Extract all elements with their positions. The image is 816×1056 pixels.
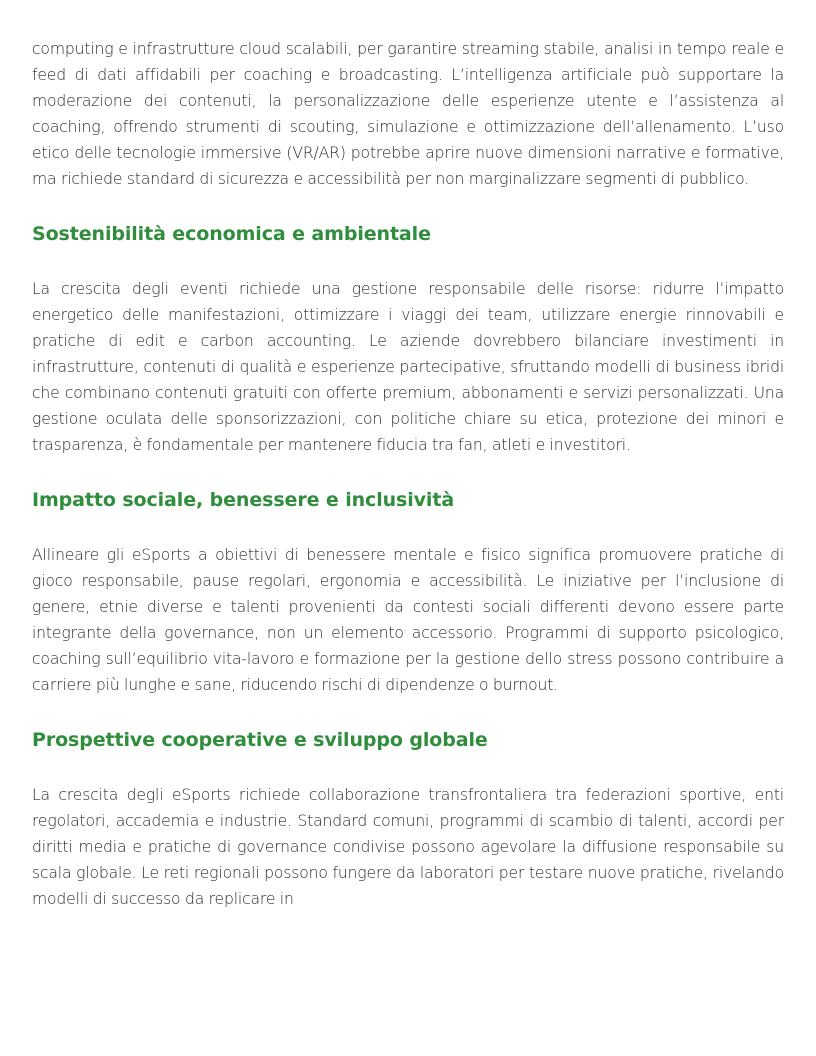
intro-paragraph: computing e infrastrutture cloud scalabili, per garantire streaming stabile, analisi in tempo reale e feed di dati affidabili per coaching e broadcasting. L’intelligenza artificiale può supportare la moderazione dei contenuti, la personalizzazione delle esperienze utente e l’assistenza al coaching, offrendo strumenti di scouting, simulazione e ottimizzazione dell’allenamento. L’uso etico delle tecnologie immersive (VR/AR) potrebbe aprire nuove dimensioni narrative e formative, ma richiede standard di sicurezza e accessibilità per non marginalizzare segmenti di pubblico. (32, 40, 784, 188)
section-heading-impatto-sociale: Impatto sociale, benessere e inclusività (32, 489, 455, 511)
section-heading-prospettive: Prospettive cooperative e sviluppo globale (32, 729, 488, 751)
document-page (32, 36, 784, 912)
section-heading-sostenibilita: Sostenibilità economica e ambientale (32, 223, 431, 245)
section-paragraph-sostenibilita: La crescita degli eventi richiede una gestione responsabile delle risorse: ridurre l’impatto energetico delle manifestazioni, ottimizzare i viaggi dei team, utilizzare energie rinnovabili e pratiche di edit e carbon accounting. Le aziende dovrebbero bilanciare investimenti in infrastrutture, contenuti di qualità e esperienze partecipative, sfruttando modelli di business ibridi che combinano contenuti gratuiti con offerte premium, abbonamenti e servizi personalizzati. Una gestione oculata delle sponsorizzazioni, con politiche chiare su etica, protezione dei minori e trasparenza, è fondamentale per mantenere fiducia tra fan, atleti e investitori. (32, 280, 784, 454)
section-paragraph-impatto-sociale: Allineare gli eSports a obiettivi di benessere mentale e fisico significa promuovere pratiche di gioco responsabile, pause regolari, ergonomia e accessibilità. Le iniziative per l’inclusione di genere, etnie diverse e talenti provenienti da contesti sociali differenti devono essere parte integrante della governance, non un elemento accessorio. Programmi di supporto psicologico, coaching sull’equilibrio vita-lavoro e formazione per la gestione dello stress possono contribuire a carriere più lunghe e sane, riducendo rischi di dipendenze o burnout. (32, 546, 784, 694)
section-paragraph-prospettive: La crescita degli eSports richiede collaborazione transfrontaliera tra federazioni sportive, enti regolatori, accademia e industrie. Standard comuni, programmi di scambio di talenti, accordi per diritti media e pratiche di governance condivise possono agevolare la diffusione responsabile su scala globale. Le reti regionali possono fungere da laboratori per testare nuove pratiche, rivelando modelli di successo da replicare in (32, 786, 784, 908)
